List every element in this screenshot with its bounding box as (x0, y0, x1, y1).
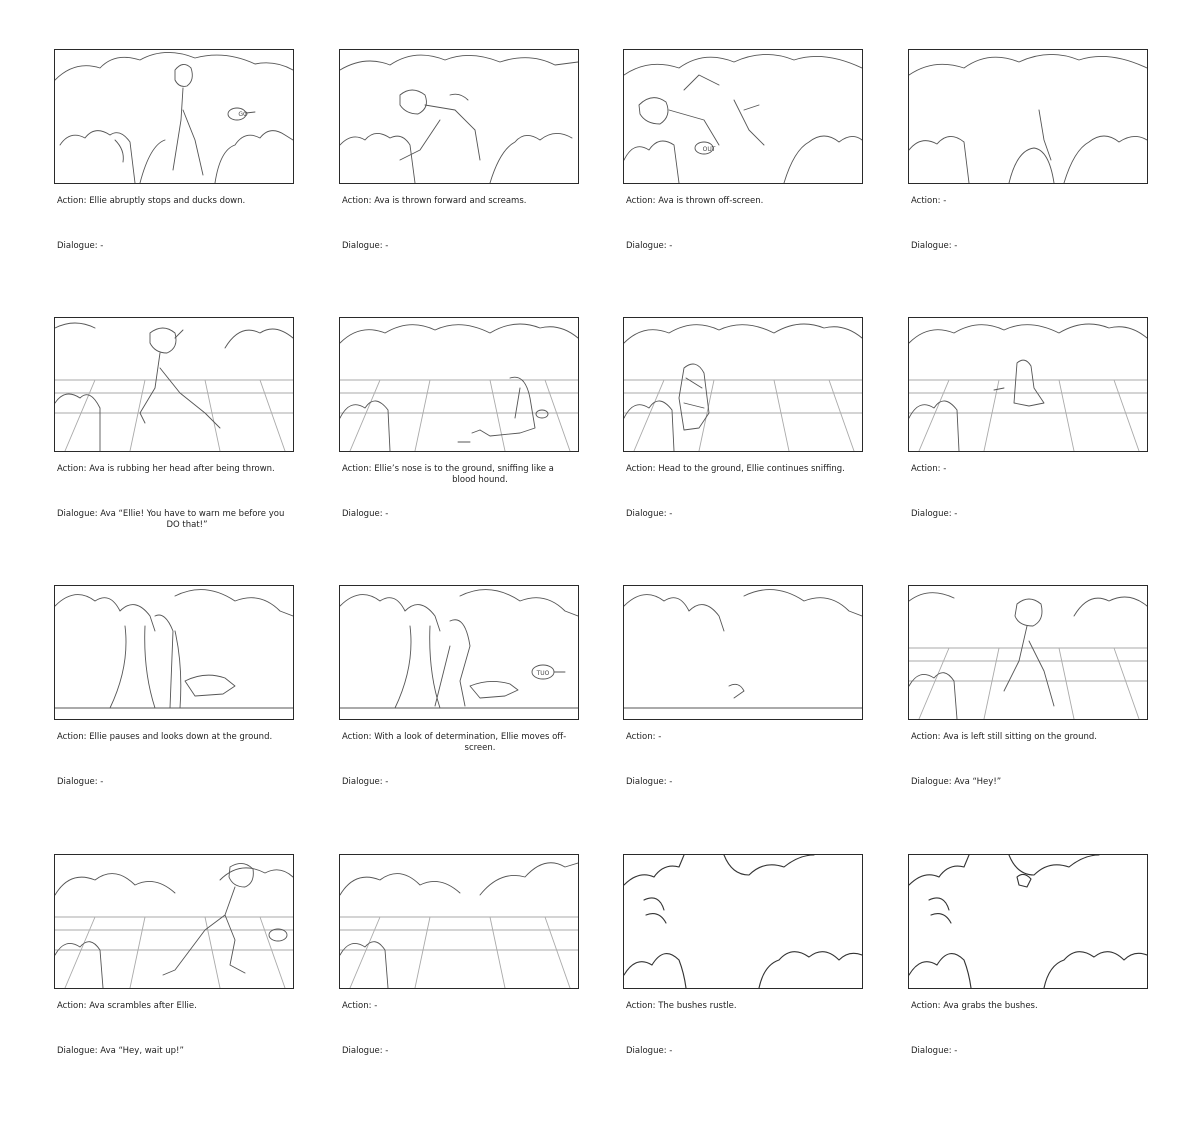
dialogue-text: Dialogue: - (626, 1046, 673, 1056)
dialogue-text: Dialogue: - (342, 1046, 389, 1056)
storyboard-panel-14 (339, 854, 579, 1084)
action-text: Action: Ava is rubbing her head after being thrown. (57, 464, 275, 474)
panel-drawing (339, 585, 579, 720)
panel-drawing (339, 854, 579, 989)
dialogue-text: Dialogue: - (626, 241, 673, 251)
action-text: Action: Ava is left still sitting on the ground. (911, 732, 1097, 742)
panel-drawing (623, 854, 863, 989)
dialogue-text: Dialogue: - (57, 777, 104, 787)
action-text: Action: The bushes rustle. (626, 1001, 737, 1011)
sound-effect-text: GO (238, 111, 248, 118)
panel-drawing (908, 585, 1148, 720)
storyboard-panel-12 (908, 585, 1148, 815)
panel-drawing (908, 317, 1148, 452)
storyboard-panel-1 (54, 49, 294, 279)
storyboard-panel-13 (54, 854, 294, 1084)
action-text: Action: Ava scrambles after Ellie. (57, 1001, 197, 1011)
panel-drawing (623, 585, 863, 720)
panel-drawing (623, 317, 863, 452)
action-text: Action: Head to the ground, Ellie continues sniffing. (626, 464, 845, 474)
storyboard-panel-7 (623, 317, 863, 547)
dialogue-text: Dialogue: - (911, 509, 958, 519)
panel-drawing (339, 317, 579, 452)
action-text: Action: - (626, 732, 662, 742)
storyboard-panel-8 (908, 317, 1148, 547)
dialogue-text: Dialogue: Ava “Hey!” (911, 777, 1002, 787)
storyboard-panel-11 (623, 585, 863, 815)
action-text: Action: With a look of determination, Ellie moves off- screen. (342, 732, 567, 753)
action-text: Action: - (911, 196, 947, 206)
dialogue-text: Dialogue: - (911, 241, 958, 251)
action-text: Action: - (911, 464, 947, 474)
panel-drawing (54, 49, 294, 184)
panel-drawing (54, 317, 294, 452)
panel-drawing (623, 49, 863, 184)
action-text: Action: Ellie abruptly stops and ducks down. (57, 196, 246, 206)
dialogue-text: Dialogue: - (342, 509, 389, 519)
panel-drawing (908, 49, 1148, 184)
storyboard-panel-2 (339, 49, 579, 279)
dialogue-text: Dialogue: Ava “Ellie! You have to warn me before you DO that!” (57, 509, 285, 530)
dialogue-text: Dialogue: - (57, 241, 104, 251)
action-text: Action: - (342, 1001, 378, 1011)
action-text: Action: Ava is thrown forward and screams. (342, 196, 527, 206)
action-text: Action: Ellie’s nose is to the ground, sniffing like a blood hound. (342, 464, 554, 485)
dialogue-text: Dialogue: - (911, 1046, 958, 1056)
storyboard-panel-16 (908, 854, 1148, 1084)
dialogue-text: Dialogue: Ava “Hey, wait up!” (57, 1046, 184, 1056)
action-text: Action: Ava grabs the bushes. (911, 1001, 1038, 1011)
dialogue-text: Dialogue: - (626, 777, 673, 787)
storyboard-panel-3 (623, 49, 863, 279)
sound-effect-text: TUO (536, 670, 550, 677)
dialogue-text: Dialogue: - (342, 241, 389, 251)
storyboard-panel-9 (54, 585, 294, 815)
panel-drawing (54, 854, 294, 989)
panel-drawing (908, 854, 1148, 989)
storyboard-panel-5 (54, 317, 294, 547)
panel-drawing (339, 49, 579, 184)
sound-effect-text: OUT (702, 146, 716, 153)
dialogue-text: Dialogue: - (342, 777, 389, 787)
storyboard-panel-6 (339, 317, 579, 547)
storyboard-panel-4 (908, 49, 1148, 279)
panel-drawing (54, 585, 294, 720)
storyboard-panel-10 (339, 585, 579, 815)
dialogue-text: Dialogue: - (626, 509, 673, 519)
action-text: Action: Ellie pauses and looks down at the ground. (57, 732, 273, 742)
action-text: Action: Ava is thrown off-screen. (626, 196, 764, 206)
storyboard-panel-15 (623, 854, 863, 1084)
